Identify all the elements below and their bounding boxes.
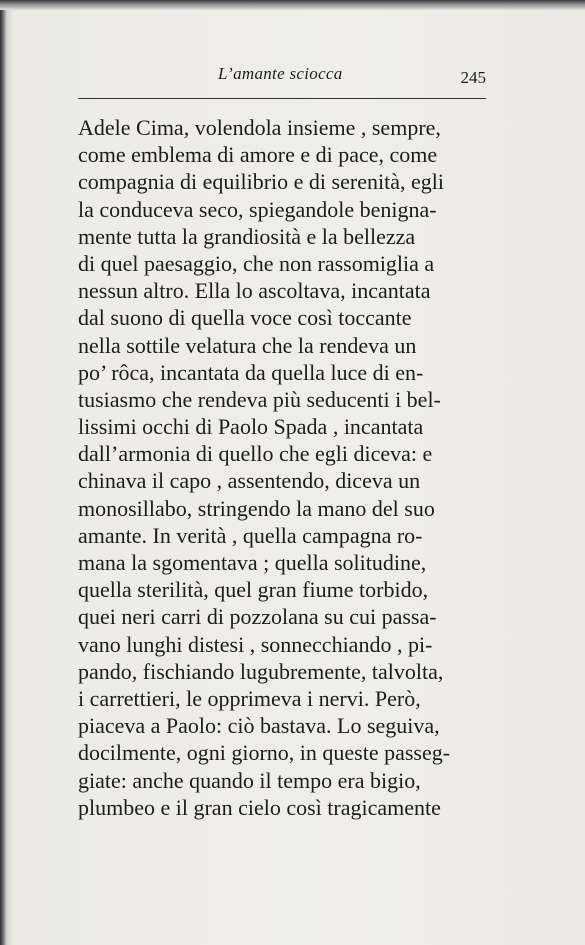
text-line: lissimi occhi di Paolo Spada , incantata [78,414,424,440]
text-line: mana la sgomentava ; quella solitudine, [78,550,427,575]
text-line: vano lunghi distesi , sonnecchiando , pi- [78,631,433,657]
text-line: di quel paesaggio, che non rassomiglia a [78,250,435,276]
header-rule [78,98,486,99]
text-line: come emblema di amore e di pace, come [78,142,438,168]
text-line: giate: anche quando il tempo era bigio, [78,767,421,793]
text-line: plumbeo e il gran cielo così tragicamente [78,794,441,820]
text-line: nella sottile velatura che la rendeva un [78,332,417,358]
running-title: L’amante sciocca [218,64,343,83]
text-line: dall’armonia di quello che egli diceva: e [78,441,433,467]
page-top-edge [0,0,585,10]
page-number: 245 [460,68,486,87]
text-line: mente tutta la grandiosità e la bellezza [78,223,416,249]
text-line: tusiasmo che rendeva più seducenti i bel- [78,386,441,412]
text-line: quella sterilità, quel gran fiume torbido, [78,577,429,603]
text-line: monosillabo, stringendo la mano del suo [78,495,435,521]
text-line: po’ rôca, incantata da quella luce di en- [78,359,424,385]
text-line: docilmente, ogni giorno, in queste passeg- [78,740,451,766]
text-line: pando, fischiando lugubremente, talvolta, [78,658,444,684]
text-line: nessun altro. Ella lo ascoltava, incantata [78,278,431,304]
page-header [78,60,486,90]
text-line: i carrettieri, le opprimeva i nervi. Però, [78,685,421,711]
text-line: compagnia di equilibrio e di serenità, egli [78,169,444,195]
text-line: la conduceva seco, spiegandole benigna- [78,196,437,222]
text-line: piaceva a Paolo: ciò bastava. Lo seguiva, [78,713,440,739]
text-line: chinava il capo , assentendo, diceva un [78,468,421,494]
text-line: dal suono di quella voce così toccante [78,305,412,331]
body-text [78,114,498,821]
text-line: Adele Cima, volendola insieme , sempre, [78,115,441,140]
text-line: amante. In verità , quella campagna ro- [78,522,423,548]
text-line: quei neri carri di pozzolana su cui passa- [78,604,437,630]
